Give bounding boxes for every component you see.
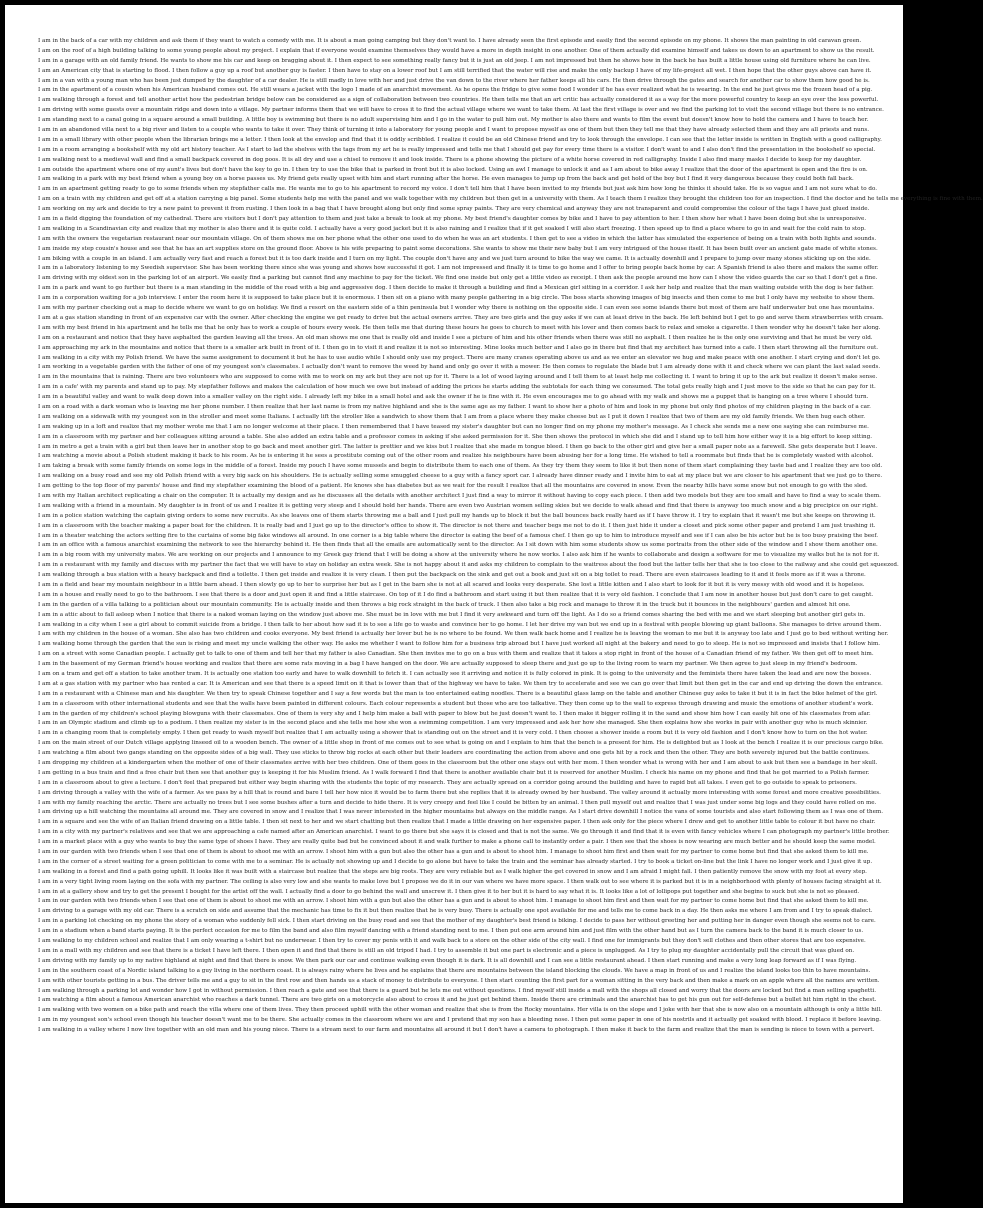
text-line: I am in a restaurant with my family and discuss with my partner the fact that we will have to stay on holiday an extra week. She is not happy about it and asks my children to complain to the waitress about the food but the latter tells her that she is too close to the railway and she could get squeezed. (38, 562, 899, 569)
text-line: I am in a classroom about to give a lecture. I don't feel that prepared but either way begin sharing with the students the topic of my research. They are actually spread on a corridor going around the building and have to rapid but all takes. I even get to go outside to speak to prisoners. (38, 779, 857, 786)
text-line: I am in a classroom with the teacher making a paper boat for the children. It is really bad and I just go up to the director's office to show it. The director is not there and teacher begs me not to do it. I then just hide it under a closet and pick some other paper and pretend I am just trashing it. (38, 522, 876, 529)
text-line: I am in a market place with a guy who wants to buy the same type of shoes I have. They are really quite bad but he convinced about it and walk further to make a phone call to instantly order a pair. I then see that the shoes is now wearing are much better and he should keep the same model. (38, 839, 876, 846)
text-line: I am walking in a park with my best friend when a young boy on a horse passes us. My friend gets really upset with him and start running after the horse. He even manages to jump up from the back and get hold of the boy but I find it very dangerous because they could both fall back. (38, 176, 854, 183)
text-line: I am in an office with a famous anarchist examining the network to see the hierarchy behind it. He then finds that all the emails are automatically sent to the director. As I sit down with him some students show us some portraits from the other side of the window and I show them another one. (38, 542, 878, 549)
text-line: I am in at a gallery show and try to get the present I bought for the artist off the wall. I actually find a door to go behind the wall and unscrew it. I then give it to her but it is hard to say what it is. It looks like a lot of lollipops put together and she begins to suck but she is not so pleased. (38, 888, 860, 895)
text-line: I am walking on a busy road and see my old Polish friend with a very big sack on his shoulders. He is actually selling some smuggled cheese to a guy with a fancy sport car. I already have dinner ready and I invite him to eat at my place but we are closer to his apartment that we just go to there. (38, 473, 883, 480)
text-line: I am working in a vegetable garden with the father of one of my youngest son's classmates. I actually don't want to remove the weed by hand and only go over it with a mower. He then comes to regulate the blade but I am already done with it and check where we can plant the last salad seeds. (38, 364, 881, 371)
text-line: I am in a classroom with my partner and her colleagues sitting around a table. She also added an extra table and a professor comes in asking if she asked permission for it. She then shows the protocol in which she did and I stand up to tell him how either way it is a big effort to keep sitting. (38, 433, 873, 440)
text-line: I am with the owners the vegetarian restaurant near our mountain village. On of them shows me on her phone what the other one used to do when he was an art students. I then get to see a video in which the latter has simulated the experience of being on a train with both lights and sounds. (38, 235, 877, 242)
text-line: I am in a room arranging a bookshelf with my old art history teacher. As I start to lad the shelves with the tags from my art he is really impressed and tells me that I should get pay for every time there is a visitor. I don't want to and I also don't find the presentation in the bookshelf so special. (38, 146, 876, 153)
text-line: I am in the back of a car with my children and ask them if they want to watch a comedy with me. It is about a man going camping but they don't want to. I have already seen the first episode and easily find the second episode on my phone. It shows the man painting in old caravan green. (38, 38, 862, 44)
text-line: I am taking a break with some family friends on some logs in the middle of a forest. Inside my pouch I have some mussels and begin to distribute them to each one of them. As they try them they seem to like it but then none of them start complaining they taste bad and I realize they are too old. (38, 463, 883, 470)
text-line: I am in a big room with my university mates. We are working on our projects and I announce to my Greek gay friend that I will be doing a show at the university where he now works. I also ask him if he wants to collaborate and design a software for me to visualize my walks but he is not for it. (38, 552, 880, 559)
text-line: I am walking to my children school and realize that I am only wearing a t-shirt but no underwear. I then try to cover my penis with it and walk back to a store on the other side of the city wall. I find one for immigrants but they don't sell clothes and then other stores that are too expensive. (38, 938, 866, 945)
text-line: I am in a classroom with other international students and see that the walls have been painted in different colours. Each colour represents a student but those who are too talkative. They then come up to the wall to express through drawing and music the emotions of another student's work. (38, 700, 874, 707)
text-line: I am on the roof of a high building talking to some young people about my project. I explain that if everyone would examine themselves they would have a more in depth insight in one another. One of them actually did examine himself and takes us down to an apartment to show us the result. (38, 47, 875, 54)
text-line: I am in a field digging the foundation of my cathedral. There are visitors but I don't pay attention to them and just take a break to look at my phone. My best friend's daughter comes by bike and I have to pay attention to her. I then show her what I have been doing but she is unresponsive. (38, 216, 867, 223)
text-line: I am in a van with a young man who has been just dumped by the daughter of a car dealer. He is still madly in love with her and just drive the van down to the river where her father keeps all his cars. He then drive through the gates and search for another car to show them how good he is. (38, 77, 870, 84)
text-line: I am in our garden with two friends when I see that one of them is about to shoot me with an arrow. I shoot him with a gun but also the other has a gun and is about to shoot him. I manage to shoot him first and then wait for my partner to come home but find that she asked them to kill me. (38, 898, 869, 905)
text-line: I am in a stadium when a band starts paying. It is the perfect occasion for me to film the band and also film myself dancing with a friend standing next to me. I then put one arm around him and just film with the other hand but as I turn the camera back to the band it is much closer to us. (38, 928, 864, 935)
text-line: I am in the southern coast of a Nordic island talking to a guy living in the northern coast. It is always rainy where he lives and he explains that there are mountains between the island blocking the clouds. We have a map in front of us and I realize the island looks too thin to have mountains. (38, 967, 871, 974)
text-line: I am driving through a valley with the wife of a farmer. As we pass by a hill that is round and bare I tell her how nice it would be to farm there but she replies that it is already owned by her husband. The valley around it actually more interesting with some forest and more creative possibilities. (38, 789, 881, 796)
text-line: I am with my family reaching the arctic. There are actually no trees but I see some bushes after a turn and decide to hide there. It is very creepy and feel like I could be bitten by an animal. I then pull myself out and realize that I was just under some big logs and they could have rolled on me. (38, 799, 877, 806)
text-line: I am in a garage with an old family friend. He wants to show me his car and keep on bragging about it. I then expect to see something really fancy but it is just an old jeep. I am not impressed but then he shows how in the back he has built a little house using old furniture where he can live. (38, 57, 871, 64)
text-line: I am walking in a valley where I now live together with an old man and his young niece. There is a stream next to our farm and mountains all around it but I don't have a camera to photograph. I then make it back to the farm and realize that the man is sending is niece to town with a pervert. (38, 1027, 875, 1034)
text-line: I am in the apartment of a cousin when his American husband comes out. He still wears a jacket with the logo I made of an anarchist movement. As he opens the fridge to give some food I wonder if he has ever realized what he is wearing. In the end he just gives me the frozen head of a pig. (38, 87, 873, 94)
text-line: I am getting in a bus train and find a free chair but then see that another guy is keeping it for his Muslim friend. As I walk forward I find that there is another available chair but it is reserved for another Muslim. I check his name on my phone and find that he got married to a Polish farmer. (38, 769, 870, 776)
text-line: I am walking in a city with my Polish friend. We have the same assignment to document it but he has to use audio while I should only use my project. There are many cranes operating above us and as we enter an elevator we hug and make peace with one another. I start crying and don't let go. (38, 354, 881, 361)
text-line: I am on a street with some Canadian people. I actually get to talk to one of them and tell her that my father is also Canadian. She then invites me to go on a bus with them and realize that it takes a stop right in front of the house of a Canadian friend of my father. We then get off to meet him. (38, 651, 874, 658)
text-line: I am with my Italian architect replicating a chair on the computer. It is actually my design and as he discusses all the details with another architect I just find a way to mirror it without having to copy each piece. I then add two models but they are too small and have to find a way to scale them. (38, 492, 881, 499)
text-line: I am watching a film about a famous American anarchist who reaches a dark tunnel. There are two girls on a motorcycle also about to cross it and he just get behind them. Inside there are criminals and the anarchist has to get his gun out for self-defense but a bullet hit him right in the chest. (38, 997, 877, 1004)
text-line: I am in our garden with two friends when I see that one of them is about to shoot me with an arrow. I shoot him with a gun but also the other has a gun and is about to shoot him. I manage to shoot him first and then wait for my partner to come home but find that she asked them to kill me. (38, 849, 869, 856)
text-line: I am getting to the top floor of my parents' house and find my stepfather examining the blood of a patient. He knows she has diabetes but as we wait for the result I realize that all the mountains are covered in snow. Even the nearby hills have some snow but not enough to go with the sled. (38, 483, 868, 490)
text-line: I am in a beautiful valley and want to walk deep down into a smaller valley on the right side. I already left my bike in a small hotel and ask the owner if he is fine with it. He even encourages me to go ahead with my walk and shows me a puppet that is hanging on a tree where I should turn. (38, 394, 869, 401)
text-line: I am in a park and want to go further but there is a man standing in the middle of the road with a big and aggressive dog. I then decide to make it through a building and find a Mexican girl sitting in a corridor. I ask her help and realize that the man waiting outside with the dog is her father. (38, 285, 874, 292)
text-line: I am driving with my family up to my native highland at night and find that there is snow. We then park our car and continue walking even though it is dark. It is all downhill and I can see a little restaurant ahead. I then start running and make a very long leap forward as if I was flying. (38, 957, 857, 964)
text-line: I am in a parking lot checking on my phone the story of a woman who suddenly fell sick. I then start driving on the busy road and see that the mother of my daughter's best friend is biking. I decide to pass her without greeting her and putting her in danger even though she seems not to care. (38, 918, 876, 925)
text-line: I am in a police station watching the captain giving orders to some new recruits. As she leaves one of them starts throwing me a ball and I just pull my hands up to block it but the ball bounces back really hard as if I have throw it. I try to explain that it wasn't me but she keeps on throwing it. (38, 512, 876, 519)
text-line: I am in a field and hear my mountain neighbour in a little barn ahead. I then slowly go up to her to surprise her but as I get in the barn she is not at all scared and looks very desperate. She lost a little kitten and I also start to look for it but it is very messy with old wood and it is hopeless. (38, 581, 865, 588)
text-line: I am in a laboratory listening to my Swedish supervisor. She has been working there since she was young and shows how successful it got. I am not impressed and finally it is time to go home and I offer to bring people back home by car. A Spanish friend is also there and makes the same offer. (38, 265, 879, 272)
text-line: I am on a road with a dark woman who is leaving me her phone number. I then realize that her last name is from my native highland and she is the same age as my father. I want to show her a photo of him and look in my phone but only find photos of my children playing in the back of a car. (38, 403, 871, 410)
text-line: I am dropping my children at a kindergarten when the mother of one of their classmates arrive with her two children. One of them goes in the classroom but the other one stays out with her mom. I then wonder what is wrong with her and I am about to ask but then see a bandage in her skull. (38, 760, 878, 767)
text-line: I am in the mountains that is raining. There are two volunteers who are supposed to come with me to work on my ark but they are not up for it. There is a lot of wood laying around and I tell them to at least help me collecting it. I want to bring it up to the ark but realize it doesn't make sense. (38, 374, 878, 381)
text-line: I am in a square and see the wife of an Italian friend drawing on a little table. I then sit next to her and we start chatting but then realize that I made a little drawing on her expensive paper. I then ask only for the piece where I drew and get to another little table to colour it but have no chair. (38, 819, 876, 826)
text-line: I am with my best friend in his apartment and he tells me that he only has to work a couple of hours every week. He then tells me that during these hours he goes to church to meet with his lover and then comes back to relax and smoke a cigarette. I then wonder why he doesn't take her along. (38, 324, 881, 331)
text-line: I am in a cafe' with my parents and stand up to pay. My stepfather follows and makes the calculation of how much we owe but instead of adding the prices he starts adding the subtotals for each thing we consumed. The total gets really high and I just move to the side so that he can pay for it. (38, 384, 876, 391)
text-line: I am waking up in a loft and realize that my mother wrote me that I am no longer welcome at their place. I then remembered that I have teased my sister's daughter but can no longer find on my phone my mother's message. As I check she sends me a new one saying she can reimburse me. (38, 423, 869, 430)
text-line: I am walking on a sidewalk with my youngest son in the stroller and meet some Italians. I actually lift the stroller like a sandwich to show them that I am from a place where they make cheese but as I put it down I realize that two of them are my old family friends. We then hug each other. (38, 413, 866, 420)
text-line: I am walking through a bus station with a heavy backpack and find a toilette. I then get inside and realize it is very clean. I then put the backpack on the sink and get out a book and just sit on a big toilet to read. There are even staircases leading to it and it feels more as if it was a throne. (38, 572, 866, 579)
text-line: I am in a city with my partner's relatives and see that we are approaching a cafe named after an American anarchist. I want to go there but she says it is closed and that is not the same. We go through it and find that it is even with fancy vehicles where I can photograph my partner's little brother. (38, 829, 890, 836)
text-line: I am in the garden of a villa talking to a politician about our mountain community. He is actually inside and then throws a big rock straight in the back of truck. I then also take a big rock and manage to throw it in the truck but it bounces in the neighbours' garden and almost hit one. (38, 601, 851, 608)
text-line: I am in a attic about to fall asleep when I notice that there is a naked woman laying on the window just above me. She must be in love with me but I find it very awkward and turn off the light. As I do so a friend comes sharing the bed with me and we start sleeping but another girl gets in. (38, 611, 866, 618)
text-line: I am watching a movie about a Polish student making it back to his room. As he is entering it he sees a prostitute coming out of the other room and realize his neighbours have been abusing her for a long time. He wished to tell a roommate but finds that he is completely wasted with alcohol. (38, 453, 874, 460)
dream-journal-text (38, 37, 983, 1036)
text-line: I am in the corner of a street waiting for a green politician to come with me to a seminar. He is actually not showing up and I decide to go alone but have to take the train and the seminar has already started. I try to book a ticket on-line but the link I have no longer work and I just give it up. (38, 858, 873, 865)
text-line: I am an American city that is starting to flood. I then follow a guy up a roof but another guy is faster. I then have to stay on a lower roof but I am still terrified that the water will rise and make the only backup I have of my life-project all wet. I then hope that the other guys above can have it. (38, 67, 872, 74)
document-page (5, 5, 983, 1203)
text-line: I am walking in a Scandinavian city and realize that my mother is also there and it is quite cold. I actually have a very good jacket but it is also raining and I realize that if it get soaked I will also start freezing. I then speed up to find a place where to go in and wait for the cold rain to stop. (38, 225, 866, 232)
text-line: I am in a mall with my children and see that there is a ticket I have left there. I then open it and find that there is still an old tripod I had. I try to assemble it but one part is electronic and a piece is unplugged. As I try to plug my daughter accidentally pull the circuit that was glued on. (38, 947, 855, 954)
text-line: I am in a very tight living room laying on the sofa with my partner. The ceiling is also very low and she wants to make love but I propose we do it in our van where we have more space. I then walk out to see where it is parked but it is in a neighborhood with plenty of houses facing straight at it. (38, 878, 882, 885)
text-line: I am in the basement of my German friend's house working and realize that there are some rats moving in a bag I have hanged on the door. We are actually supposed to sleep there and just go up to the living room to warn my partner. We then agree to just sleep in my friend's bedroom. (38, 661, 858, 668)
text-line: I am in a changing room that is completely empty. I then get ready to wash myself but realize that I am actually using a shower that is standing out on the street and it is very cold. I then choose a shower inside a room but it is very old fashion and I don't know how to turn on the hot water. (38, 730, 868, 737)
text-line: I am driving with some guests over a mountain ridge and down into a village. My partner informs them that we will have to cross it to find the actual village where we want to take them. At last the first village is over and we find the parking lot to visit the second village but there is no entrance. (38, 107, 884, 114)
text-line: I am on the main street of our Dutch village applying linseed oil to a wooden bench. The owner of a little shop in front of me comes out to see what is going on and I explain to him that the bench is a present for him. He is delighted but as I look at the bench I realize it is our precious cargo bike. (38, 740, 884, 747)
text-line: I am walking with two women on a bike path and reach the villa where one of them lives. They then proceed uphill with the other woman and realize that she is from the Rocky mountains. Her villa is on the slope and I joke with her that she is now also on a mountain although is only a little hill. (38, 1007, 883, 1014)
text-line: I am in a corporation waiting for a job interview. I enter the room here it is supposed to take place but it is enormous. I then sit on a piano with many people gathering in a big circle. The boss starts showing images of big insects and then come to me but I only have my website to show them. (38, 295, 875, 302)
text-line: I am walking home through the garden that the sun is rising and meet my uncle walking the other way. He asks me whether I want to follow him for a business trip abroad but I have just worked all night at the bakery and need to go to sleep. He is not so impressed and insists that I follow him. (38, 641, 881, 648)
text-line: I am walking through a parking lot and wonder how I got in without permission. I then reach a gate and see that there is a guard but he lets me out without questions. I find myself still inside a mall with the shops all closed and worry that the doors are locked but find a man selling spaghetti. (38, 987, 877, 994)
text-line: I am in an abandoned villa next to a big river and listen to a couple who wants to take it over. They think of turning it into a laboratory for young people and I want to propose myself as one of them but then they tell me that they have already selected them and they are all priests and nuns. (38, 127, 870, 134)
text-line: I am in an Olympic stadium and climb up to a podium. I then realize my sister is in the second place and she tells me how she won a swimming competition. I am very impressed and ask her how she managed. She then explains how she works in pair with another guy who is much skinnier. (38, 720, 868, 727)
text-line: I am walking next to a medieval wall and find a small backpack covered in dog poos. It is all dry and use a chisel to remove it and look inside. There is a phone showing the picture of a white horse covered in red calligraphy. Inside I also find many masks I decide to keep for my daughter. (38, 156, 862, 163)
text-line: I am on a restaurant and notice that they have asphalted the garden leaving all the trees. An old man shows me one that is really old and inside I see a picture of him and his other friends when there was still no asphalt. I then realize he is the only one surviving and that he must be very old. (38, 334, 873, 341)
text-line: I am at a gas station standing in front of an expensive car with the owner. After checking the engine we get ready to drive but the actual owners arrive. They are two girls and the guy asks if we can at least drive in the back. He left behind but I get to go and serve them strawberries with cream. (38, 314, 884, 321)
text-line: I am walking in a forest and find a path going uphill. It looks like it was built with a staircase but realize that the steps are big roots. They are very reliable but as I walk higher the get covered in snow and I am afraid I might fall. I then patiently remove the snow with my foot at every step. (38, 868, 867, 875)
text-line: I am standing next to a canal going in a square around a small building. A little boy is swimming but there is no adult supervising him and I go in the water to pull him out. My mother is also there and wants to film the event but doesn't know how to hold the camera and I have to teach her. (38, 117, 869, 124)
text-line: I am inside my step cousin's house and see that he has an art supplies store on the ground floor. Above is his wife preparing to paint some decorations. She wants to show me their new baby but I am very intrigued of the house itself. It has been built over an ancient gate made of white stones. (38, 245, 878, 252)
text-line: I am outside the apartment where one of my aunt's lives but don't have the key to go in. I then try to use the bike that is parked in front but it is also locked. Using an awl I manage to unlock it and as I am about to bike away I realize that the door of the apartment is open and the fire is on. (38, 166, 868, 173)
text-line: I am in a small library with other people when the librarian brings me a letter. I then look at the envelop and find that it is oddly scribbled. I realize it could be an old Chinese friend and try to look through the envelope. I can see that the letter inside is written in English with a good calligraphy. (38, 136, 882, 143)
text-line: I am in a restaurant with a Chinese man and his daughter. We then try to speak Chinese together and I say a few words but the man is too entertained eating noodles. There is a beautiful glass lamp on the table and another Chinese guy asks to take it but it is in fact the bike helmet of the girl. (38, 690, 878, 697)
text-line: I am driving to a garage with my old car. There is a scratch on side and assume that the mechanic has time to fix it but then realize that he is very busy. There is actually one spot available for me and tells me to come back in a day. He then asks me where I am from and I try to speak dialect. (38, 908, 873, 915)
text-line: I am on a tram and get off a station to take another tram. It is actually one station too early and have to walk downhill to fetch it. I can actually see it arriving and notice it is fully colored in pink. It is going to the university and the feminists there have taken the lead and are now the bosses. (38, 671, 872, 677)
text-line: I am biking with a couple in an island. I am actually very fast and reach a forest but it is too dark inside and I turn on my light. The couple don't have any and we just turn around to bike the way we came. It is actually downhill and I prepare to jump over many stones sticking up on the side. (38, 255, 871, 262)
text-line: I am in metro a get a train with a girl but then leave her in another stop to go back and meet another girl. The latter is prettier and we kiss but I realize that she made m tongue bleed. I then go back to the other girl and give her a small paper note as a farewell. She gets desperate but I leave. (38, 443, 878, 450)
text-line: I am with my partner checking out a map to decide where we want to go on holiday. We find a resort on the eastern side of a thin peninsula but I wonder why there is nothing on the opposite side. I can even see some islands there but most of them are half underwater but one has mountains. (38, 305, 875, 312)
text-line: I am watching a film about two gangs standing on the opposite sides of a big wall. They use sticks to throw big rocks at each other but their leaders are coordinating the action from above and one gets hit by a rock and then the other. They are both severely injured but the battle continues. (38, 750, 870, 757)
text-line: I am with other tourists getting in a bus. The driver tells me and a guy to sit in the first row and then hands us a stack of money to distribute to everyone. I then start counting the first part for a woman sitting in the very back and then make a mark on an apple where all the names are written. (38, 977, 880, 984)
text-line: I am walking with a friend in a mountain. My daughter is in front of us and I realize it is getting very steep and I should hold her hands. There are even two Austrian women selling skies but we decide to walk ahead and find that there is anyway too much snow and a big precipice on our right. (38, 502, 878, 509)
text-line: I am driving up a hill watching the mountains all around me. They are covered in snow and I realize that I was never interested in the higher mountains but always on the middle range. As I start drive downhill I notice the vans of some tourists and also start following them as I was one of them. (38, 809, 884, 816)
text-line: I am approaching my ark in the mountains and notice that there is a smaller ark built in front of it. I then go in to visit it and realize it is not so interesting. Mine looks much better and I also go in there but find that my architect has turned into a cafe. I then start throwing all the furniture out. (38, 344, 879, 351)
text-line: I am in the garden of my children's school playing blowguns with their classmates. One of them is very shy and I help him make a ball with paper to blow but he just doesn't want to. I then make it bigger rolling it in the sand and show him how I can easily hit one of his classmates from afar. (38, 710, 871, 717)
text-line: I am walking in a city when I see a girl about to commit suicide from a bridge. I then talk to her about how sad it is to see a life go to waste and convince her to go home. I let her drive my van but we end up in a festival with people blowing up giant balloons. She manages to drive around them. (38, 621, 882, 628)
text-line: I am at a gas station with my partner who has rented a car. It is American and see that there is a speed limit on it that is lower than that of the highway we have to take. We then try to accelerate and see we can go over that limit but then get in the car and end up driving the down the entrance. (38, 680, 883, 687)
text-line: I am with my children in the house of a woman. She also has two children and cooks everyone. My best friend is actually her lover but he is no where to be found. We then walk back home and I realize he is leaving the woman to me but it is anyway too late and I just go to bed without writing her. (38, 631, 889, 638)
text-line: I am in a house and really need to go to the bathroom. I see that there is a door and just open it and find a little staircase. On top of it I do find a bathroom and start using it but then realize that it is very old fashion. I conclude that I am now in another house but just don't care to get caught. (38, 591, 874, 598)
text-line: I am in a theater watching the actors setting fire to the curtains of some big fake windows all around. In one corner is a big table where the director is eating the beef of a famous chef. I then go up to him to introduce myself and see if I can also be his actor but he is too busy praising the beef. (38, 532, 879, 539)
text-line: I am on a train with my children and get off at a station carrying a big panel. Some students help me with the panel and we walk together with my children but then get in a university with them. As I teach them I realize they brought the children too for an inspection. I find the doctor and he tells me everything is fine with them. (38, 196, 983, 203)
text-line: I am walking through a forest and tell another artist how the pedestrian bridge below can be considered as a sign of collaboration between two countries. He then tells me that an art critic has actually considered it as a way for the more powerful country to keep an eye over the less powerful. (38, 97, 879, 104)
text-line: I am in my youngest son's school even though his teacher doesn't want me to be there. She actually comes in the classroom where we are and I pretend that my son has a bleeding nose. I then put some paper in one of his nostrils and it actually get soaked with blood. I replace it before leaving. (38, 1017, 881, 1024)
text-line: I am working on my ark and decide to try a new paint to prevent it from rusting. I then look in a bag that I have brought along but only find some spray paints. They are very chemical and anyway they are not transparent and could compromise the colour of the tags I have just glued inside. (38, 206, 870, 213)
text-line: I am in an apartment getting ready to go to some friends when my stepfather calls me. He wants me to go to his apartment to record my voice. I don't tell him that I have been invited to my friends but just ask him how long he thinks it should take. He is so vague and I am not sure what to do. (38, 186, 878, 193)
text-line: I am driving with my oldest son in the parking lot of an airport. We easily find a parking but cannot find any machine to pay for the ticket. We find one inside but only get a little video as receipt. I then ask the people around me how can I show the video guards the car so that I don't get a fine. (38, 275, 878, 282)
